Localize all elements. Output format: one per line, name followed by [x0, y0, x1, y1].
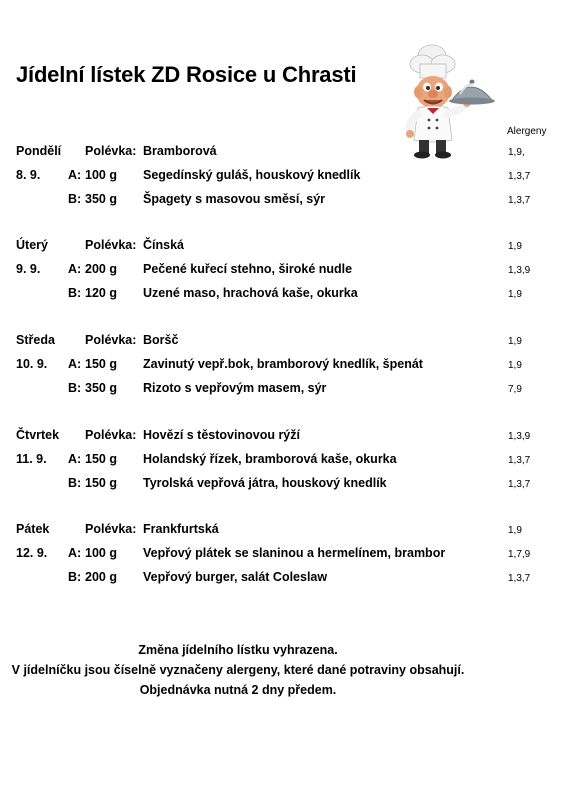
meal-dish: Vepřový burger, salát Coleslaw — [143, 570, 328, 584]
meal-row — [0, 476, 586, 494]
soup-allergens: 1,3,9 — [508, 431, 531, 442]
meal-dish: Vepřový plátek se slaninou a hermelínem, brambor — [143, 546, 446, 560]
day-name: Čtvrtek — [16, 428, 60, 442]
meal-row — [0, 168, 586, 186]
footer-notes — [0, 640, 476, 700]
meal-option: B: — [68, 192, 82, 206]
meal-option: B: — [68, 381, 82, 395]
footer-line: Změna jídelního lístku vyhrazena. — [138, 643, 338, 657]
day-row-3 — [0, 428, 586, 446]
meal-row — [0, 452, 586, 470]
allergens-column-header: Alergeny — [507, 126, 547, 137]
meal-dish: Zavinutý vepř.bok, bramborový knedlík, špenát — [143, 357, 423, 371]
meal-dish: Špagety s masovou směsí, sýr — [143, 192, 326, 206]
day-row-2 — [0, 333, 586, 351]
footer-line: V jídelníčku jsou číselně vyznačeny alergeny, které dané potraviny obsahují. — [11, 663, 465, 677]
chef-illustration — [396, 44, 506, 160]
meal-allergens: 7,9 — [508, 384, 522, 395]
meal-dish: Rizoto s vepřovým masem, sýr — [143, 381, 327, 395]
meal-dish: Pečené kuřecí stehno, široké nudle — [143, 262, 353, 276]
soup-label: Polévka: — [85, 144, 137, 158]
meal-row — [0, 381, 586, 399]
day-date: 9. 9. — [16, 262, 41, 276]
meal-option: B: — [68, 476, 82, 490]
meal-weight: 350 g — [85, 192, 117, 206]
day-date: 10. 9. — [16, 357, 48, 371]
day-row-0 — [0, 144, 586, 162]
meal-row — [0, 546, 586, 564]
meal-option: A: — [68, 262, 82, 276]
meal-allergens: 1,3,7 — [508, 195, 531, 206]
meal-allergens: 1,3,7 — [508, 171, 531, 182]
meal-weight: 100 g — [85, 546, 117, 560]
meal-option: A: — [68, 452, 82, 466]
soup-allergens: 1,9 — [508, 525, 522, 536]
soup-name: Bramborová — [143, 144, 217, 158]
meal-allergens: 1,7,9 — [508, 549, 531, 560]
day-row-4 — [0, 522, 586, 540]
meal-allergens: 1,3,7 — [508, 455, 531, 466]
meal-dish: Holandský řízek, bramborová kaše, okurka — [143, 452, 397, 466]
soup-label: Polévka: — [85, 238, 137, 252]
soup-label: Polévka: — [85, 428, 137, 442]
soup-allergens: 1,9, — [508, 147, 525, 158]
day-date: 8. 9. — [16, 168, 41, 182]
meal-weight: 120 g — [85, 286, 117, 300]
meal-row — [0, 570, 586, 588]
meal-allergens: 1,9 — [508, 289, 522, 300]
soup-allergens: 1,9 — [508, 336, 522, 347]
meal-weight: 100 g — [85, 168, 117, 182]
soup-name: Frankfurtská — [143, 522, 219, 536]
meal-row — [0, 286, 586, 304]
meal-allergens: 1,3,7 — [508, 479, 531, 490]
meal-weight: 200 g — [85, 262, 117, 276]
meal-dish: Segedínský guláš, houskový knedlík — [143, 168, 361, 182]
meal-option: A: — [68, 357, 82, 371]
meal-option: B: — [68, 286, 82, 300]
meal-dish: Uzené maso, hrachová kaše, okurka — [143, 286, 358, 300]
meal-weight: 350 g — [85, 381, 117, 395]
meal-option: B: — [68, 570, 82, 584]
meal-option: A: — [68, 168, 82, 182]
page-title: Jídelní lístek ZD Rosice u Chrasti — [16, 62, 357, 87]
day-date: 12. 9. — [16, 546, 48, 560]
day-date: 11. 9. — [16, 452, 47, 466]
meal-weight: 150 g — [85, 452, 117, 466]
meal-allergens: 1,9 — [508, 360, 522, 371]
meal-allergens: 1,3,9 — [508, 265, 531, 276]
meal-row — [0, 357, 586, 375]
soup-name: Hovězí s těstovinovou rýží — [143, 428, 300, 442]
meal-weight: 150 g — [85, 476, 117, 490]
soup-allergens: 1,9 — [508, 241, 522, 252]
day-row-1 — [0, 238, 586, 256]
soup-label: Polévka: — [85, 333, 137, 347]
day-name: Úterý — [16, 238, 48, 252]
meal-row — [0, 192, 586, 210]
soup-name: Čínská — [143, 238, 184, 252]
meal-weight: 150 g — [85, 357, 117, 371]
soup-name: Boršč — [143, 333, 179, 347]
meal-option: A: — [68, 546, 82, 560]
soup-label: Polévka: — [85, 522, 137, 536]
day-name: Pondělí — [16, 144, 62, 158]
day-name: Středa — [16, 333, 55, 347]
footer-line: Objednávka nutná 2 dny předem. — [139, 683, 337, 697]
meal-dish: Tyrolská vepřová játra, houskový knedlík — [143, 476, 387, 490]
meal-weight: 200 g — [85, 570, 117, 584]
meal-row — [0, 262, 586, 280]
day-name: Pátek — [16, 522, 50, 536]
meal-allergens: 1,3,7 — [508, 573, 531, 584]
